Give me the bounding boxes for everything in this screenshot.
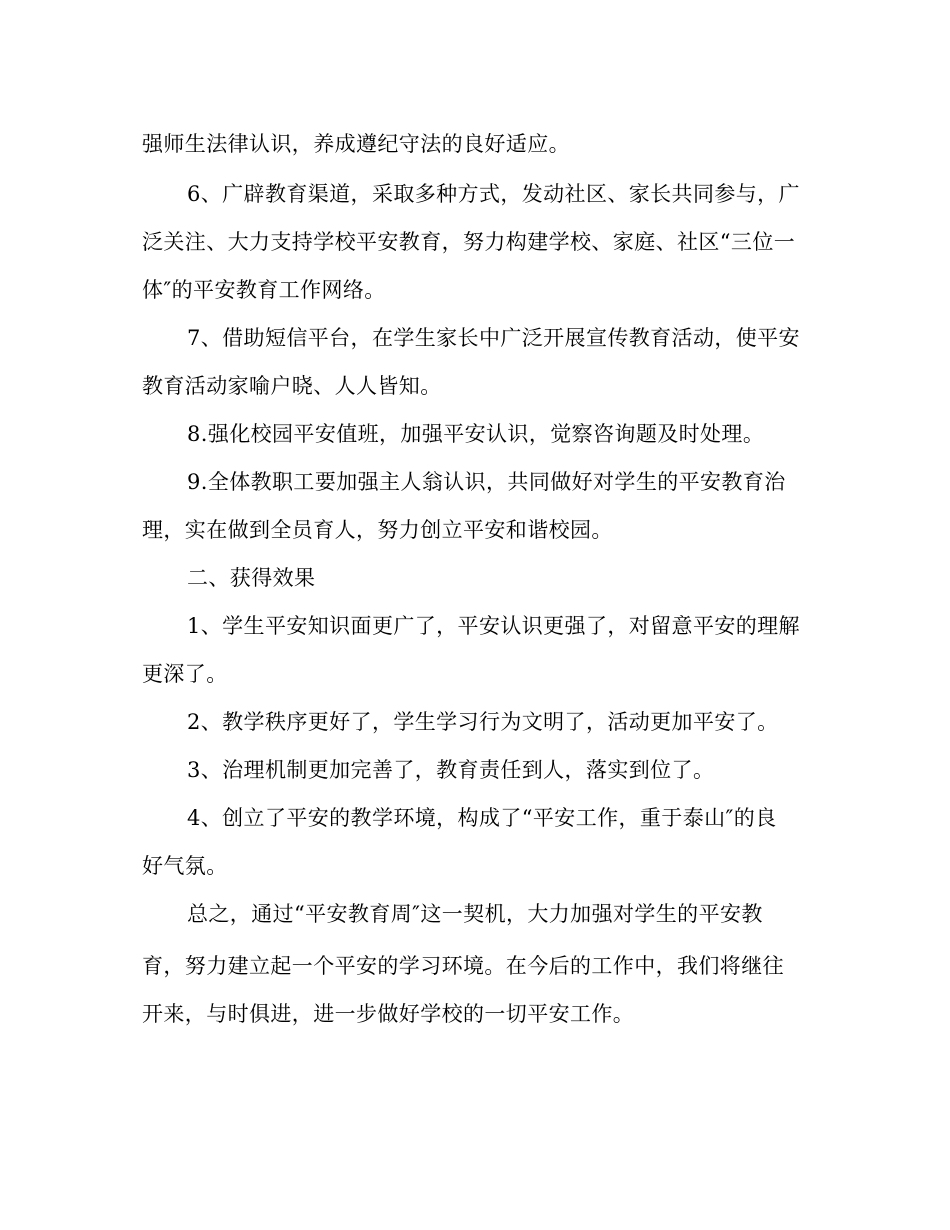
text-line: 8.强化校园平安值班，加强平安认识，觉察咨询题及时处理。 <box>187 422 765 446</box>
text-line: 总之，通过“平安教育周″这一契机，大力加强对学生的平安教 <box>187 902 763 926</box>
text-line: 1、学生平安知识面更广了，平安认识更强了，对留意平安的理解 <box>187 614 800 638</box>
section-heading: 二、获得效果 <box>187 566 316 590</box>
text-line: 强师生法律认识，养成遵纪守法的良好适应。 <box>142 132 570 156</box>
text-line: 教育活动家喻户晓、人人皆知。 <box>142 374 442 398</box>
text-line: 9.全体教职工要加强主人翁认识，共同做好对学生的平安教育治 <box>187 470 786 494</box>
text-line: 开来，与时俱进，进一步做好学校的一切平安工作。 <box>142 1002 635 1026</box>
text-line: 7、借助短信平台，在学生家长中广泛开展宣传教育活动，使平安 <box>187 326 800 350</box>
text-line: 育，努力建立起一个平安的学习环境。在今后的工作中，我们将继往 <box>142 954 784 978</box>
text-line: 体″的平安教育工作网络。 <box>142 278 386 302</box>
text-line: 泛关注、大力支持学校平安教育，努力构建学校、家庭、社区“三位一 <box>142 230 796 254</box>
text-line: 好气氛。 <box>142 854 228 878</box>
text-line: 理，实在做到全员育人，努力创立平安和谐校园。 <box>142 518 613 542</box>
text-line: 2、教学秩序更好了，学生学习行为文明了，活动更加平安了。 <box>187 710 779 734</box>
text-line: 3、治理机制更加完善了，教育责任到人，落实到位了。 <box>187 758 715 782</box>
text-line: 4、创立了平安的教学环境，构成了“平安工作，重于泰山″的良 <box>187 806 777 830</box>
text-line: 更深了。 <box>142 662 228 686</box>
text-line: 6、广辟教育渠道，采取多种方式，发动社区、家长共同参与，广 <box>187 182 800 206</box>
